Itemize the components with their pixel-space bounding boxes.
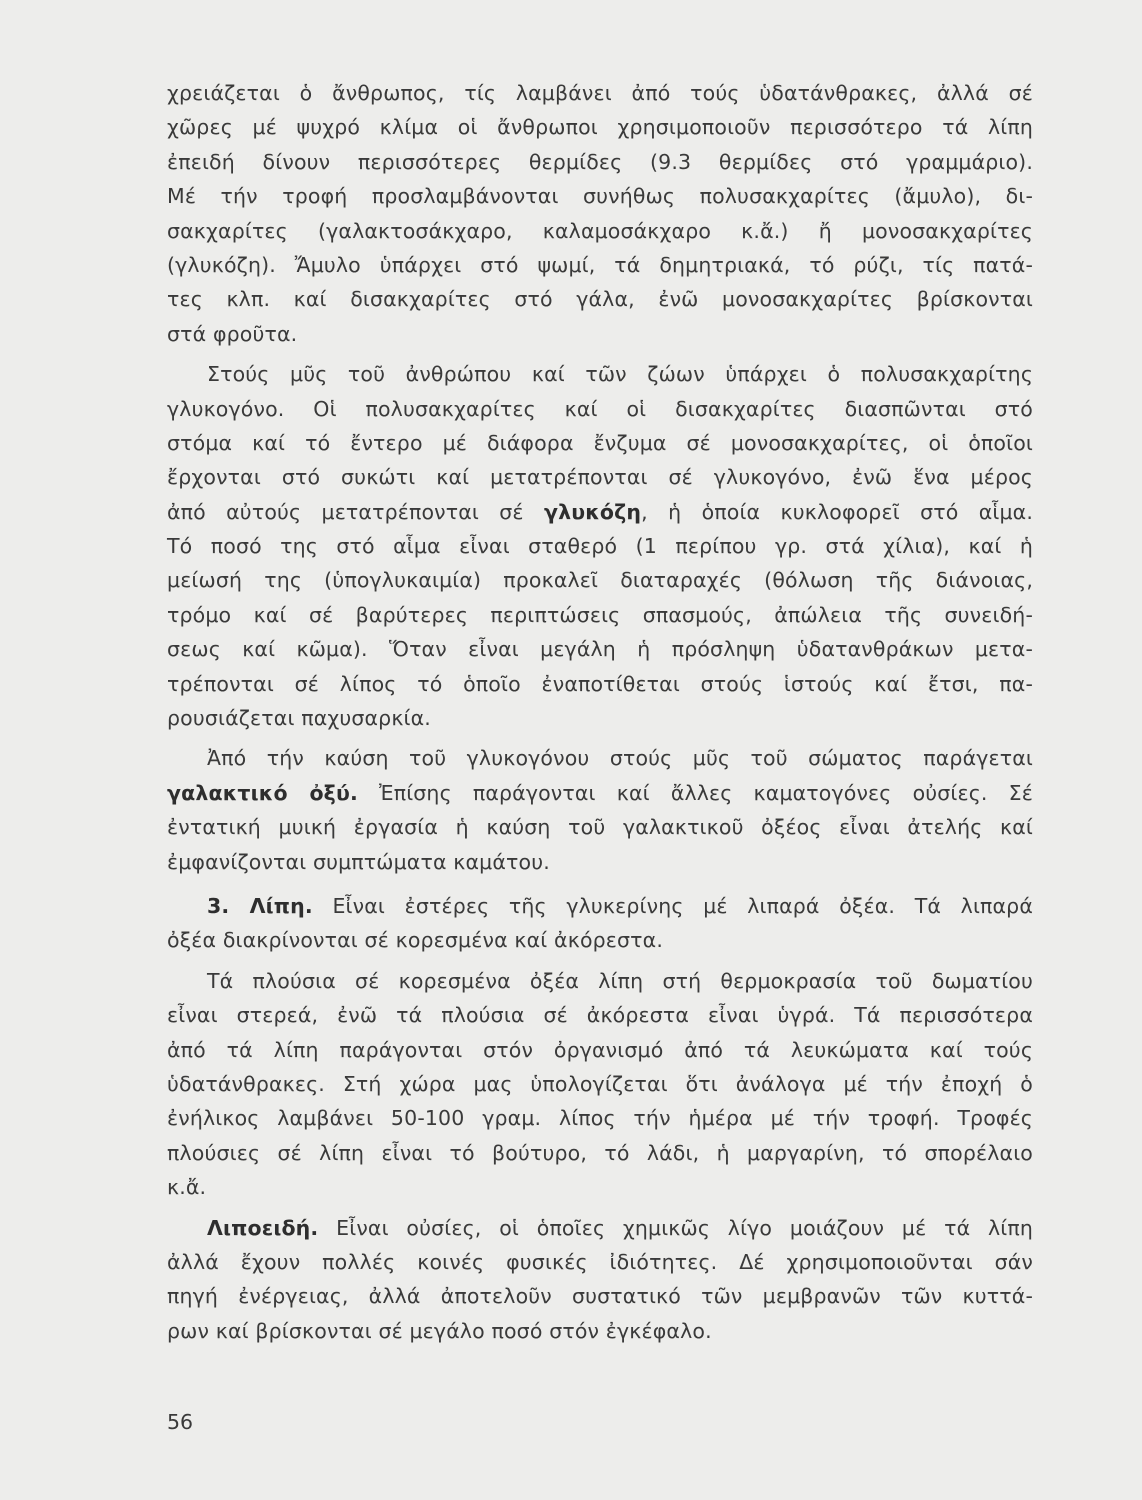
bold-term-lipoids: Λιποειδή. [207,1215,319,1240]
text-line: ἐμφανίζονται συμπτώματα καμάτου. [167,849,550,874]
paragraph-glycogen [167,357,1033,735]
text-line: ρων καί βρίσκονται σέ μεγάλο ποσό στόν ἐγκέφαλο. [167,1318,712,1343]
text-line: ὑδατάνθρακες. Στή χώρα μας ὑπολογίζεται ὅτι ἀνάλογα μέ τήν ἐποχή ὁ [167,1071,1033,1096]
paragraph-lactic-acid [167,741,1033,879]
text-line: Μέ τήν τροφή προσλαμβάνονται συνήθως πολυσακχαρίτες (ἄμυλο), δι- [167,184,1033,209]
text-line: Τά πλούσια σέ κορεσμένα ὀξέα λίπη στή θερμοκρασία τοῦ δωματίου [207,968,1033,993]
text-line: στά φροῦτα. [167,321,298,346]
text-line: ρουσιάζεται παχυσαρκία. [167,706,431,731]
text-line: στόμα καί τό ἔντερο μέ διάφορα ἔνζυμα σέ μονοσακχαρίτες, οἱ ὁποῖοι [167,430,1033,455]
text-line: ἔρχονται στό συκώτι καί μετατρέπονται σέ γλυκογόνο, ἐνῶ ἕνα μέρος [167,465,1033,490]
text-line: πηγή ἐνέργειας, ἀλλά ἀποτελοῦν συστατικό τῶν μεμβρανῶν τῶν κυττά- [167,1284,1033,1309]
text-line [167,776,1033,810]
text-line: πλούσιες σέ λίπη εἶναι τό βούτυρο, τό λάδι, ἡ μαργαρίνη, τό σπορέλαιο [167,1140,1033,1165]
text-run: , ἡ ὁποία κυκλοφορεῖ στό αἷμα. [641,499,1033,524]
text-run: Εἶναι οὐσίες, οἱ ὁποῖες χημικῶς λίγο μοιάζουν μέ τά λίπη [318,1215,1033,1240]
section-heading-lipids: 3. Λίπη. [207,893,313,918]
text-line: γλυκογόνο. Οἱ πολυσακχαρίτες καί οἱ δισακχαρίτες διασπῶνται στό [167,396,1033,421]
text-run: Ἐπίσης παράγονται καί ἄλλες καματογόνες οὐσίες. Σέ [357,780,1034,805]
text-line: τρόμο καί σέ βαρύτερες περιπτώσεις σπασμούς, ἀπώλεια τῆς συνειδή- [167,602,1033,627]
text-line: ἀπό τά λίπη παράγονται στόν ὀργανισμό ἀπό τά λευκώματα καί τούς [167,1037,1033,1062]
text-line: ἀλλά ἔχουν πολλές κοινές φυσικές ἰδιότητες. Δέ χρησιμοποιοῦνται σάν [167,1249,1033,1274]
paragraph-lipoids [167,1211,1033,1349]
body-text [167,76,1033,1348]
text-line [167,889,1033,923]
text-line: Στούς μῦς τοῦ ἀνθρώπου καί τῶν ζώων ὑπάρχει ὁ πολυσακχαρίτης [207,362,1033,387]
text-line: ὀξέα διακρίνονται σέ κορεσμένα καί ἀκόρεστα. [167,928,664,953]
text-line: τρέπονται σέ λίπος τό ὁποῖο ἐναποτίθεται στούς ἱστούς καί ἔτσι, πα- [167,671,1033,696]
paragraph-lipids [167,889,1033,958]
text-line: σακχαρίτες (γαλακτοσάκχαρο, καλαμοσάκχαρο κ.ἄ.) ἤ μονοσακχαρίτες [167,218,1033,243]
paragraph-saturated-fats [167,964,1033,1205]
text-line: ἐντατική μυική ἐργασία ἡ καύση τοῦ γαλακτικοῦ ὀξέος εἶναι ἀτελής καί [167,815,1033,840]
text-line [167,1211,1033,1245]
text-line: χῶρες μέ ψυχρό κλίμα οἱ ἄνθρωποι χρησιμοποιοῦν περισσότερο τά λίπη [167,115,1033,140]
text-line: εἶναι στερεά, ἐνῶ τά πλούσια σέ ἀκόρεστα εἶναι ὑγρά. Τά περισσότερα [167,1003,1033,1028]
text-line: ἐνήλικος λαμβάνει 50-100 γραμ. λίπος τήν ἡμέρα μέ τήν τροφή. Τροφές [167,1106,1033,1131]
text-run: Εἶναι ἐστέρες τῆς γλυκερίνης μέ λιπαρά ὀξέα. Τά λιπαρά [312,893,1034,918]
text-line: χρειάζεται ὁ ἄνθρωπος, τίς λαμβάνει ἀπό τούς ὑδατάνθρακες, ἀλλά σέ [167,81,1033,105]
text-line: κ.ἄ. [167,1175,207,1200]
text-line: ἐπειδή δίνουν περισσότερες θερμίδες (9.3 θερμίδες στό γραμμάριο). [167,149,1033,174]
text-line: (γλυκόζη). Ἄμυλο ὑπάρχει στό ψωμί, τά δημητριακά, τό ρύζι, τίς πατά- [167,252,1033,277]
text-line: σεως καί κῶμα). Ὅταν εἶναι μεγάλη ἡ πρόσληψη ὑδατανθράκων μετα- [167,637,1033,662]
text-line: Τό ποσό της στό αἷμα εἶναι σταθερό (1 περίπου γρ. στά χίλια), καί ἡ [167,534,1033,559]
text-line: τες κλπ. καί δισακχαρίτες στό γάλα, ἐνῶ μονοσακχαρίτες βρίσκονται [167,287,1033,312]
text-run: ἀπό αὐτούς μετατρέπονται σέ [167,499,544,524]
bold-term-glucose: γλυκόζη [543,499,642,524]
bold-term-lactic-acid: γαλακτικό ὀξύ. [167,780,358,805]
paragraph-carbohydrate-intake [167,76,1033,351]
page-number: 56 [167,1410,194,1434]
text-line: μείωσή της (ὑπογλυκαιμία) προκαλεῖ διαταραχές (θόλωση τῆς διάνοιας, [167,568,1033,593]
text-line [167,495,1033,529]
text-line: Ἀπό τήν καύση τοῦ γλυκογόνου στούς μῦς τοῦ σώματος παράγεται [207,746,1033,771]
